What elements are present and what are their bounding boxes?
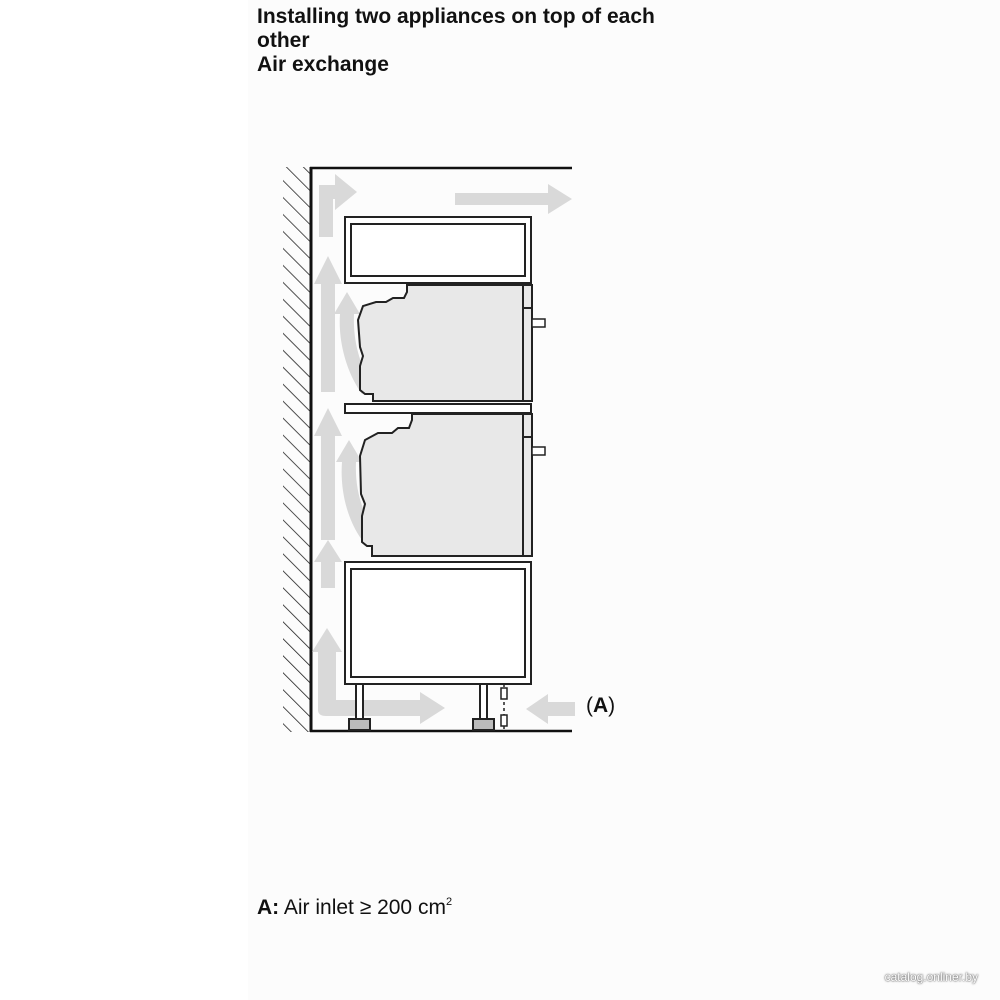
- watermark: catalog.onliner.by: [884, 970, 978, 984]
- leg-right-foot: [473, 719, 494, 730]
- lower-appliance-handle: [532, 447, 545, 455]
- lower-appliance: [360, 414, 545, 556]
- plinth-vent-lower: [501, 715, 507, 726]
- base-cabinet-frame: [345, 562, 531, 684]
- wall: [283, 167, 311, 732]
- upper-appliance-door: [523, 285, 532, 401]
- upper-appliance: [358, 285, 545, 401]
- legend: [257, 896, 452, 920]
- top-cabinet-frame: [345, 217, 531, 283]
- leg-left-foot: [349, 719, 370, 730]
- plinth-vent-upper: [501, 688, 507, 699]
- leg-right: [480, 684, 487, 720]
- intermediate-shelf: [345, 404, 531, 413]
- legend-key: A:: [257, 896, 280, 919]
- leg-left: [356, 684, 363, 720]
- airflow-arrow-top-right: [455, 184, 572, 214]
- title-line-1: Installing two appliances on top of each: [257, 5, 655, 28]
- airflow-arrow-middle-wall: [314, 408, 342, 540]
- base-cabinet: [345, 562, 531, 684]
- plinth-grille: [501, 684, 507, 730]
- title-line-2: other: [257, 29, 310, 52]
- title-line-3: Air exchange: [257, 53, 389, 76]
- lower-appliance-body: [360, 414, 523, 556]
- lower-appliance-door: [523, 414, 532, 556]
- top-cabinet: [345, 217, 531, 283]
- airflow-arrow-upper-wall: [314, 256, 342, 392]
- legend-superscript: 2: [445, 896, 453, 908]
- callout-letter: A: [593, 694, 609, 717]
- wall-hatching: [283, 167, 310, 732]
- upper-appliance-body: [358, 285, 523, 401]
- legend-text: Air inlet ≥ 200 cm: [279, 896, 446, 919]
- upper-appliance-handle: [532, 319, 545, 327]
- airflow-arrow-lower-wall-top: [314, 540, 342, 588]
- callout-a: [586, 694, 615, 718]
- callout-open: (: [586, 694, 593, 717]
- callout-close: ): [608, 694, 616, 717]
- airflow-arrow-inlet: [526, 694, 575, 724]
